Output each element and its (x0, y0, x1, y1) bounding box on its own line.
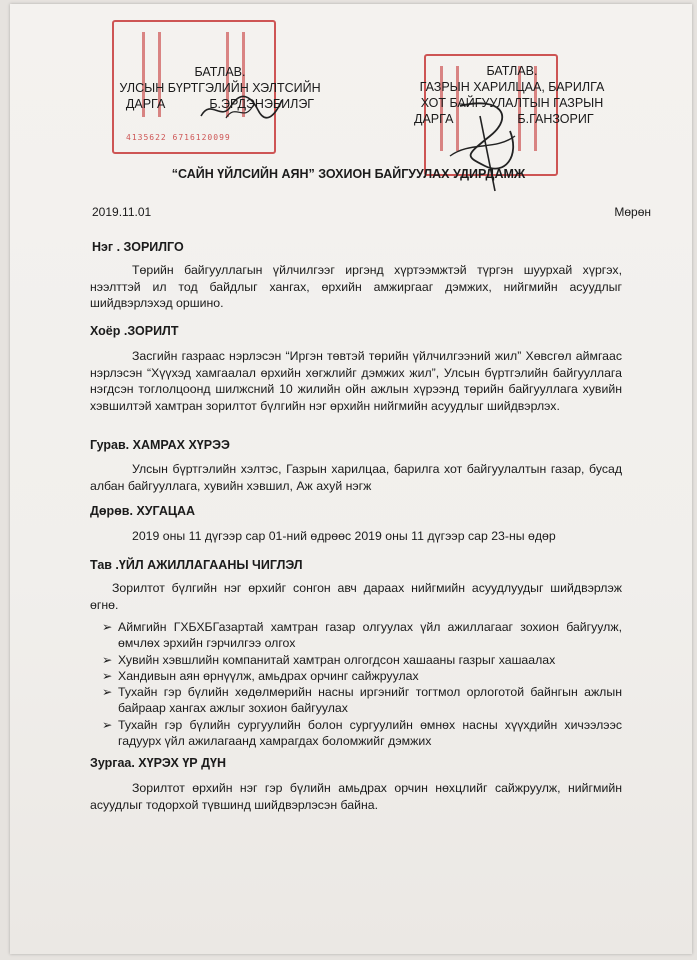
document-date: 2019.11.01 (92, 205, 152, 219)
list-item: ➢ Хувийн хэвшлийн компанитай хамтран олгогдсон хашааны газрыг хашаалах (102, 652, 556, 667)
section-text: Төрийн байгууллагын үйлчилгээг иргэнд хүртээмжтэй түргэн шуурхай хүргэх, нээлттэй ил тод байдлыг хангах, өрхийн амжиргааг дэмжих, нийгмийн асуудлыг шийдвэрлэхэд оршино. (90, 263, 622, 310)
section-heading: Дөрөв. ХУГАЦАА (90, 504, 196, 518)
section-text: Улсын бүртгэлийн хэлтэс, Газрын харилцаа, барилга хот байгуулалтын газар, бусад албан байгууллага, хувийн хэвшил, Аж ахуй нэгж (90, 462, 622, 493)
section-text: 2019 оны 11 дүгээр сар 01-ний өдрөөс 2019 оны 11 дүгээр сар 23-ны өдөр (132, 529, 556, 543)
section-heading: Тав .ҮЙЛ АЖИЛЛАГААНЫ ЧИГЛЭЛ (90, 558, 303, 572)
section-text: Зорилтот өрхийн нэг гэр бүлийн амьдрах орчин нөхцлийг сайжруулж, нийгмийн асуудлыг тодорхой түвшинд шийдвэрлэсэн байна. (90, 781, 622, 812)
section-text: Засгийн газраас нэрлэсэн “Иргэн төвтэй төрийн үйлчилгээний жил” Хөвсгөл аймгаас нэрлэсэн “Хүүхэд хамгаалал өрхийн хөгжлийг дэмжих жил”, Улсын бүртгэлийн байгууллага нэгдсэн тоглолцоонд шилжсний 10 жилийн ойн ажлын хүрээнд төрийн байгууллага хувийн хэвшилтэй хамтран зорилтот бүлгийн нэг өрхийн нийгмийн асуудлыг шийдвэрлэх. (90, 349, 622, 413)
arrow-bullet-icon: ➢ (102, 620, 113, 634)
section-scope (90, 438, 622, 494)
section-heading: Зургаа. ХҮРЭХ ҮР ДҮН (90, 756, 226, 770)
section-goal (90, 240, 622, 312)
section-heading: Нэг . ЗОРИЛГО (92, 240, 184, 254)
document-place: Мөрөн (614, 205, 651, 219)
stamp-number: 4135622 6716120099 (126, 133, 231, 142)
position-title: ДАРГА (414, 112, 454, 126)
section-duration (90, 504, 622, 545)
section-heading: Хоёр .ЗОРИЛТ (90, 324, 179, 338)
department-name: ГАЗРЫН ХАРИЛЦАА, БАРИЛГА (419, 80, 605, 94)
signatory-name: Б.ЭРДЭНЭБИЛЭГ (209, 97, 315, 111)
activity-list (90, 619, 622, 749)
section-activities (90, 558, 622, 749)
arrow-bullet-icon: ➢ (102, 717, 113, 732)
position-title: ДАРГА (125, 97, 166, 111)
arrow-bullet-icon: ➢ (102, 652, 113, 667)
department-name-cont: ХОТ БАЙГУУЛАЛТЫН ГАЗРЫН (420, 96, 604, 110)
list-item: ➢ Тухайн гэр бүлийн хөдөлмөрийн насны иргэнийг тогтмол орлоготой байнгын ажлын байраар хангах ажлыг зохион байгуулах (102, 685, 622, 716)
arrow-bullet-icon: ➢ (102, 685, 113, 700)
document-title: “САЙН ҮЙЛСИЙН АЯН” ЗОХИОН БАЙГУУЛАХ УДИРДАМЖ (171, 167, 526, 181)
approval-block-left (100, 64, 340, 112)
section-objective (90, 324, 622, 414)
section-heading: Гурав. ХАМРАХ ХҮРЭЭ (90, 438, 230, 452)
arrow-bullet-icon: ➢ (102, 668, 113, 683)
approval-block-right (396, 63, 628, 127)
section-intro: Зорилтот бүлгийн нэг өрхийг сонгон авч дараах нийгмийн асуудлуудыг шийдвэрлэж өгнө. (90, 581, 622, 612)
signatory-name: Б.ГАНЗОРИГ (517, 112, 594, 126)
department-name: УЛСЫН БҮРТГЭЛИЙН ХЭЛТСИЙН (119, 81, 321, 95)
list-item: ➢ Тухайн гэр бүлийн сургуулийн болон сургуулийн өмнөх насны хүүхдийн хичээлээс гадуурх үйл ажилагаанд хамрагдах боломжийг дэмжих (102, 717, 622, 749)
section-outcome (90, 756, 622, 813)
list-item: ➢ Хандивын аян өрнүүлж, амьдрах орчинг сайжруулах (102, 668, 419, 683)
approval-label: БАТЛАВ. (194, 65, 246, 79)
list-item: ➢ Аймгийн ГХБХБГазартай хамтран газар олгуулах үйл ажиллагааг зохион байгуулж, өмчлөх эрхийн гэрчилгээ олгох (102, 620, 622, 651)
approval-label: БАТЛАВ. (486, 64, 538, 78)
